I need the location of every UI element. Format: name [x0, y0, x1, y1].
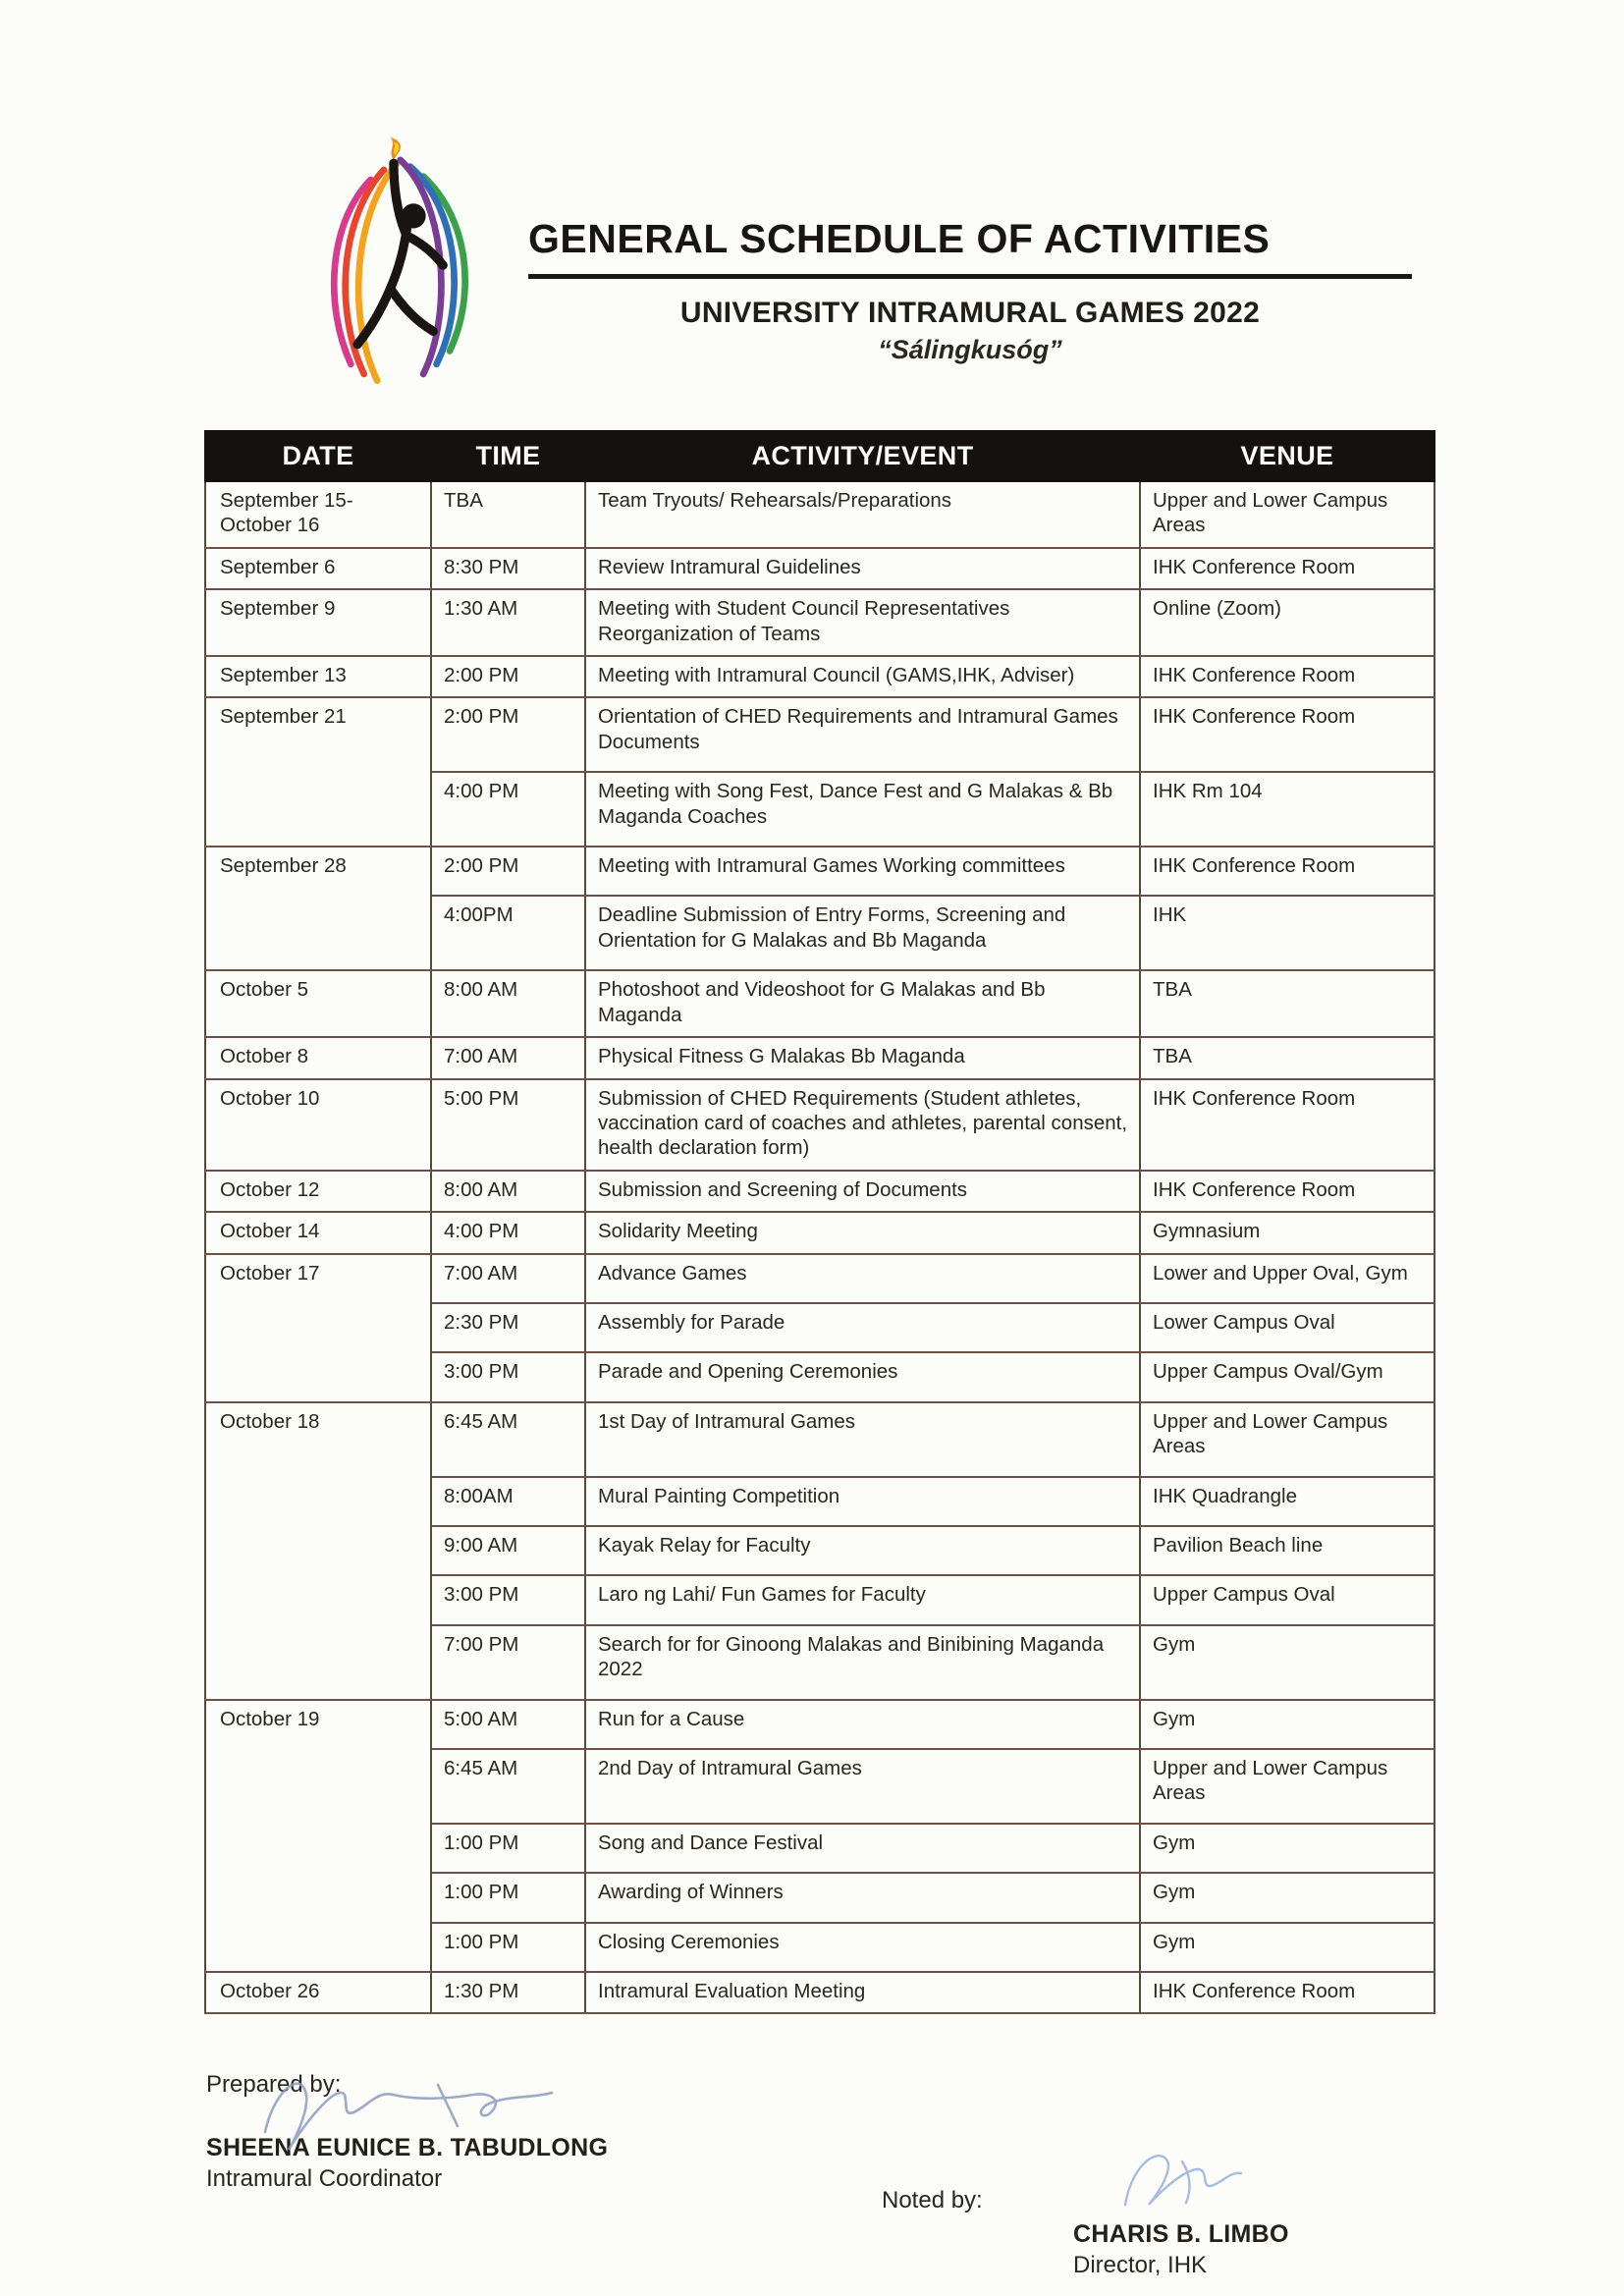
- table-row: [205, 1402, 1435, 1477]
- masthead: [204, 126, 1434, 420]
- venue-cell: Gym: [1140, 1923, 1435, 1972]
- activity-cell: 2nd Day of Intramural Games: [585, 1749, 1140, 1824]
- activity-cell: Orientation of CHED Requirements and Intramural Games Documents: [585, 697, 1140, 772]
- activity-cell: Photoshoot and Videoshoot for G Malakas and Bb Maganda: [585, 970, 1140, 1037]
- activity-cell: Assembly for Parade: [585, 1303, 1140, 1352]
- time-cell: 7:00 AM: [431, 1037, 585, 1078]
- venue-cell: Gym: [1140, 1873, 1435, 1922]
- venue-cell: Upper and Lower Campus Areas: [1140, 481, 1435, 548]
- time-cell: 8:00AM: [431, 1477, 585, 1526]
- venue-cell: Gym: [1140, 1824, 1435, 1873]
- time-cell: TBA: [431, 481, 585, 548]
- time-cell: 9:00 AM: [431, 1526, 585, 1575]
- table-row: [205, 656, 1435, 697]
- time-cell: 2:00 PM: [431, 847, 585, 896]
- activity-cell: Intramural Evaluation Meeting: [585, 1972, 1140, 2013]
- date-cell: October 18: [205, 1402, 431, 1700]
- time-cell: 2:30 PM: [431, 1303, 585, 1352]
- venue-cell: Upper and Lower Campus Areas: [1140, 1749, 1435, 1824]
- activity-cell: Mural Painting Competition: [585, 1477, 1140, 1526]
- document-content: [204, 126, 1434, 2296]
- date-cell: September 9: [205, 589, 431, 656]
- time-cell: 7:00 PM: [431, 1625, 585, 1700]
- venue-cell: Gym: [1140, 1700, 1435, 1749]
- activity-cell: Song and Dance Festival: [585, 1824, 1140, 1873]
- time-cell: 8:00 AM: [431, 1171, 585, 1212]
- time-cell: 4:00 PM: [431, 772, 585, 847]
- table-row: [205, 589, 1435, 656]
- time-cell: 2:00 PM: [431, 656, 585, 697]
- page-title: GENERAL SCHEDULE OF ACTIVITIES: [528, 216, 1412, 279]
- activity-cell: Submission and Screening of Documents: [585, 1171, 1140, 1212]
- date-cell: September 15-October 16: [205, 481, 431, 548]
- time-cell: 7:00 AM: [431, 1254, 585, 1303]
- activity-cell: Submission of CHED Requirements (Student athletes, vaccination card of coaches and athletes, parental consent, health declaration form): [585, 1079, 1140, 1171]
- table-row: [205, 1972, 1435, 2013]
- table-row: [205, 548, 1435, 589]
- venue-cell: IHK: [1140, 896, 1435, 970]
- date-cell: September 21: [205, 697, 431, 847]
- table-row: [205, 1212, 1435, 1253]
- time-cell: 8:00 AM: [431, 970, 585, 1037]
- venue-cell: Gymnasium: [1140, 1212, 1435, 1253]
- date-cell: October 10: [205, 1079, 431, 1171]
- venue-cell: Lower Campus Oval: [1140, 1303, 1435, 1352]
- date-cell: October 8: [205, 1037, 431, 1078]
- venue-cell: Gym: [1140, 1625, 1435, 1700]
- venue-cell: Online (Zoom): [1140, 589, 1435, 656]
- time-cell: 8:30 PM: [431, 548, 585, 589]
- activity-cell: Review Intramural Guidelines: [585, 548, 1140, 589]
- time-cell: 2:00 PM: [431, 697, 585, 772]
- column-header-activity: ACTIVITY/EVENT: [585, 431, 1140, 481]
- activity-cell: Run for a Cause: [585, 1700, 1140, 1749]
- schedule-table-header: [205, 431, 1435, 481]
- time-cell: 1:00 PM: [431, 1923, 585, 1972]
- time-cell: 5:00 AM: [431, 1700, 585, 1749]
- activity-cell: Meeting with Song Fest, Dance Fest and G Malakas & Bb Maganda Coaches: [585, 772, 1140, 847]
- venue-cell: Pavilion Beach line: [1140, 1526, 1435, 1575]
- column-header-date: DATE: [205, 431, 431, 481]
- date-cell: October 5: [205, 970, 431, 1037]
- header-row: [205, 431, 1435, 481]
- venue-cell: IHK Conference Room: [1140, 1171, 1435, 1212]
- venue-cell: IHK Conference Room: [1140, 847, 1435, 896]
- noted-by-label: Noted by:: [882, 2187, 983, 2214]
- date-cell: September 28: [205, 847, 431, 970]
- noted-signature-icon: [1096, 2136, 1272, 2234]
- venue-cell: IHK Conference Room: [1140, 1079, 1435, 1171]
- venue-cell: IHK Conference Room: [1140, 697, 1435, 772]
- activity-cell: Solidarity Meeting: [585, 1212, 1140, 1253]
- activity-cell: Meeting with Student Council Representatives Reorganization of Teams: [585, 589, 1140, 656]
- page-tagline: “Sálingkusóg”: [878, 335, 1062, 364]
- venue-cell: TBA: [1140, 970, 1435, 1037]
- activity-cell: Kayak Relay for Faculty: [585, 1526, 1140, 1575]
- activity-cell: Awarding of Winners: [585, 1873, 1140, 1922]
- title-block: [528, 216, 1412, 365]
- table-row: [205, 1079, 1435, 1171]
- date-cell: October 19: [205, 1700, 431, 1972]
- prepared-by-name: SHEENA EUNICE B. TABUDLONG: [206, 2134, 609, 2162]
- venue-cell: Upper Campus Oval/Gym: [1140, 1352, 1435, 1401]
- activity-cell: Deadline Submission of Entry Forms, Screening and Orientation for G Malakas and Bb Maganda: [585, 896, 1140, 970]
- activity-cell: Parade and Opening Ceremonies: [585, 1352, 1140, 1401]
- activity-cell: Closing Ceremonies: [585, 1923, 1140, 1972]
- table-row: [205, 697, 1435, 772]
- activity-cell: Laro ng Lahi/ Fun Games for Faculty: [585, 1575, 1140, 1624]
- table-row: [205, 1037, 1435, 1078]
- time-cell: 1:00 PM: [431, 1873, 585, 1922]
- activity-cell: Meeting with Intramural Council (GAMS,IHK, Adviser): [585, 656, 1140, 697]
- table-row: [205, 847, 1435, 896]
- noted-by-name-block: [1073, 2220, 1392, 2279]
- venue-cell: IHK Conference Room: [1140, 1972, 1435, 2013]
- venue-cell: IHK Quadrangle: [1140, 1477, 1435, 1526]
- table-row: [205, 481, 1435, 548]
- venue-cell: Lower and Upper Oval, Gym: [1140, 1254, 1435, 1303]
- activity-cell: Search for for Ginoong Malakas and Binibining Maganda 2022: [585, 1625, 1140, 1700]
- noted-by-name: CHARIS B. LIMBO: [1073, 2220, 1289, 2249]
- time-cell: 6:45 AM: [431, 1402, 585, 1477]
- noted-by-title: Director, IHK: [1073, 2252, 1208, 2279]
- signature-footer: [204, 2071, 1434, 2296]
- date-cell: October 12: [205, 1171, 431, 1212]
- venue-cell: TBA: [1140, 1037, 1435, 1078]
- table-row: [205, 1254, 1435, 1303]
- time-cell: 1:30 PM: [431, 1972, 585, 2013]
- venue-cell: IHK Conference Room: [1140, 656, 1435, 697]
- activity-cell: Meeting with Intramural Games Working committees: [585, 847, 1140, 896]
- time-cell: 5:00 PM: [431, 1079, 585, 1171]
- noted-by-block: [882, 2187, 1392, 2279]
- date-cell: October 26: [205, 1972, 431, 2013]
- date-cell: October 17: [205, 1254, 431, 1402]
- activity-cell: Advance Games: [585, 1254, 1140, 1303]
- time-cell: 1:00 PM: [431, 1824, 585, 1873]
- prepared-by-label: Prepared by:: [206, 2071, 342, 2099]
- date-cell: September 6: [205, 548, 431, 589]
- venue-cell: Upper Campus Oval: [1140, 1575, 1435, 1624]
- page-subtitle: UNIVERSITY INTRAMURAL GAMES 2022: [679, 297, 1261, 329]
- activity-cell: 1st Day of Intramural Games: [585, 1402, 1140, 1477]
- torch-dancer-logo-icon: [320, 134, 487, 389]
- prepared-by-title: Intramural Coordinator: [206, 2165, 443, 2193]
- venue-cell: IHK Conference Room: [1140, 548, 1435, 589]
- schedule-table: [204, 430, 1435, 2014]
- venue-cell: Upper and Lower Campus Areas: [1140, 1402, 1435, 1477]
- activity-cell: Physical Fitness G Malakas Bb Maganda: [585, 1037, 1140, 1078]
- schedule-table-body: [205, 481, 1435, 2013]
- time-cell: 4:00 PM: [431, 1212, 585, 1253]
- time-cell: 1:30 AM: [431, 589, 585, 656]
- table-row: [205, 1700, 1435, 1749]
- time-cell: 6:45 AM: [431, 1749, 585, 1824]
- logo-svg: [320, 134, 487, 389]
- date-cell: September 13: [205, 656, 431, 697]
- column-header-time: TIME: [431, 431, 585, 481]
- table-row: [205, 1171, 1435, 1212]
- time-cell: 3:00 PM: [431, 1575, 585, 1624]
- prepared-by-block: [206, 2071, 717, 2193]
- activity-cell: Team Tryouts/ Rehearsals/Preparations: [585, 481, 1140, 548]
- time-cell: 3:00 PM: [431, 1352, 585, 1401]
- column-header-venue: VENUE: [1140, 431, 1435, 481]
- date-cell: October 14: [205, 1212, 431, 1253]
- table-row: [205, 970, 1435, 1037]
- venue-cell: IHK Rm 104: [1140, 772, 1435, 847]
- time-cell: 4:00PM: [431, 896, 585, 970]
